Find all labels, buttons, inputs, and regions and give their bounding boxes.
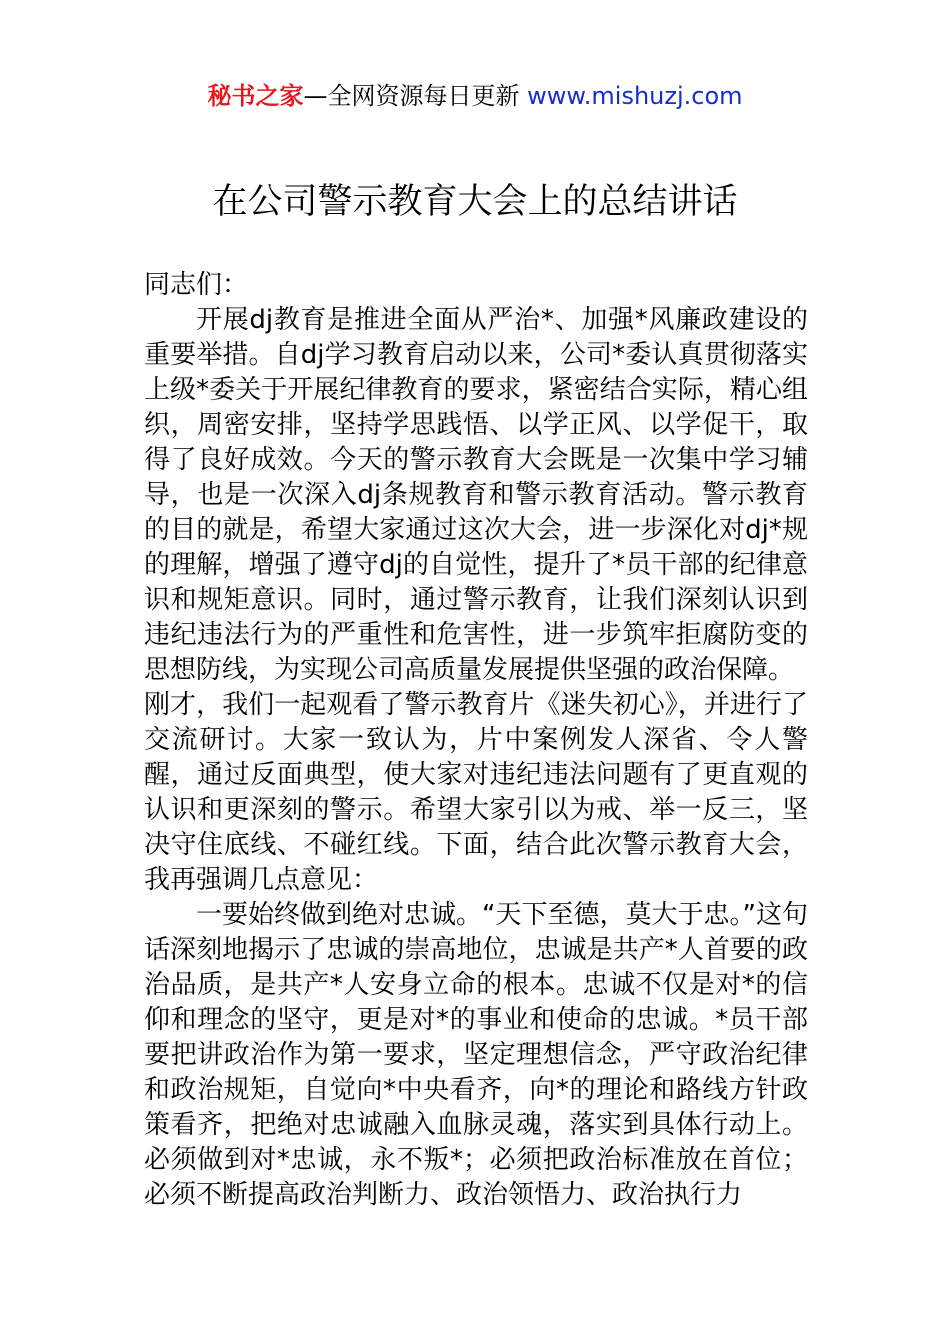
site-brand: 秘书之家 xyxy=(207,82,304,110)
salutation: 同志们： xyxy=(144,270,249,300)
site-url-link[interactable]: www.mishuzj.com xyxy=(527,82,743,110)
paragraph-loyalty: 一要始终做到绝对忠诚。“天下至德，莫大于忠。”这句话深刻地揭示了忠诚的崇高地位，忠诚是共产*人首要的政治品质，是共产*人安身立命的根本。忠诚不仅是对*的信仰和理念的坚守，更是对*的事业和使命的忠诚。*员干部要把讲政治作为第一要求，坚定理想信念，严守政治纪律和政治规矩，自觉向*中央看齐，向*的理论和路线方针政策看齐，把绝对忠诚融入血脉灵魂，落实到具体行动上。必须做到对*忠诚，永不叛*；必须把政治标准放在首位；必须不断提高政治判断力、政治领悟力、政治执行力 xyxy=(144,900,808,1210)
site-header xyxy=(0,80,950,112)
document-title: 在公司警示教育大会上的总结讲话 xyxy=(212,182,738,222)
paragraph-intro: 开展dj教育是推进全面从严治*、加强*风廉政建设的重要举措。自dj学习教育启动以来，公司*委认真贯彻落实上级*委关于开展纪律教育的要求，紧密结合实际，精心组织，周密安排，坚持学思践悟、以学正风、以学促干，取得了良好成效。今天的警示教育大会既是一次集中学习辅导，也是一次深入dj条规教育和警示教育活动。警示教育的目的就是，希望大家通过这次大会，进一步深化对dj*规的理解，增强了遵守dj的自觉性，提升了*员干部的纪律意识和规矩意识。同时，通过警示教育，让我们深刻认识到违纪违法行为的严重性和危害性，进一步筑牢拒腐防变的思想防线，为实现公司高质量发展提供坚强的政治保障。 xyxy=(144,305,808,685)
document-body xyxy=(144,268,808,1213)
paragraph-review: 刚才，我们一起观看了警示教育片《迷失初心》，并进行了交流研讨。大家一致认为，片中案例发人深省、令人警醒，通过反面典型，使大家对违纪违法问题有了更直观的认识和更深刻的警示。希望大家引以为戒、举一反三，坚决守住底线、不碰红线。下面，结合此次警示教育大会，我再强调几点意见： xyxy=(144,690,808,895)
site-tagline: —全网资源每日更新 xyxy=(303,82,520,110)
